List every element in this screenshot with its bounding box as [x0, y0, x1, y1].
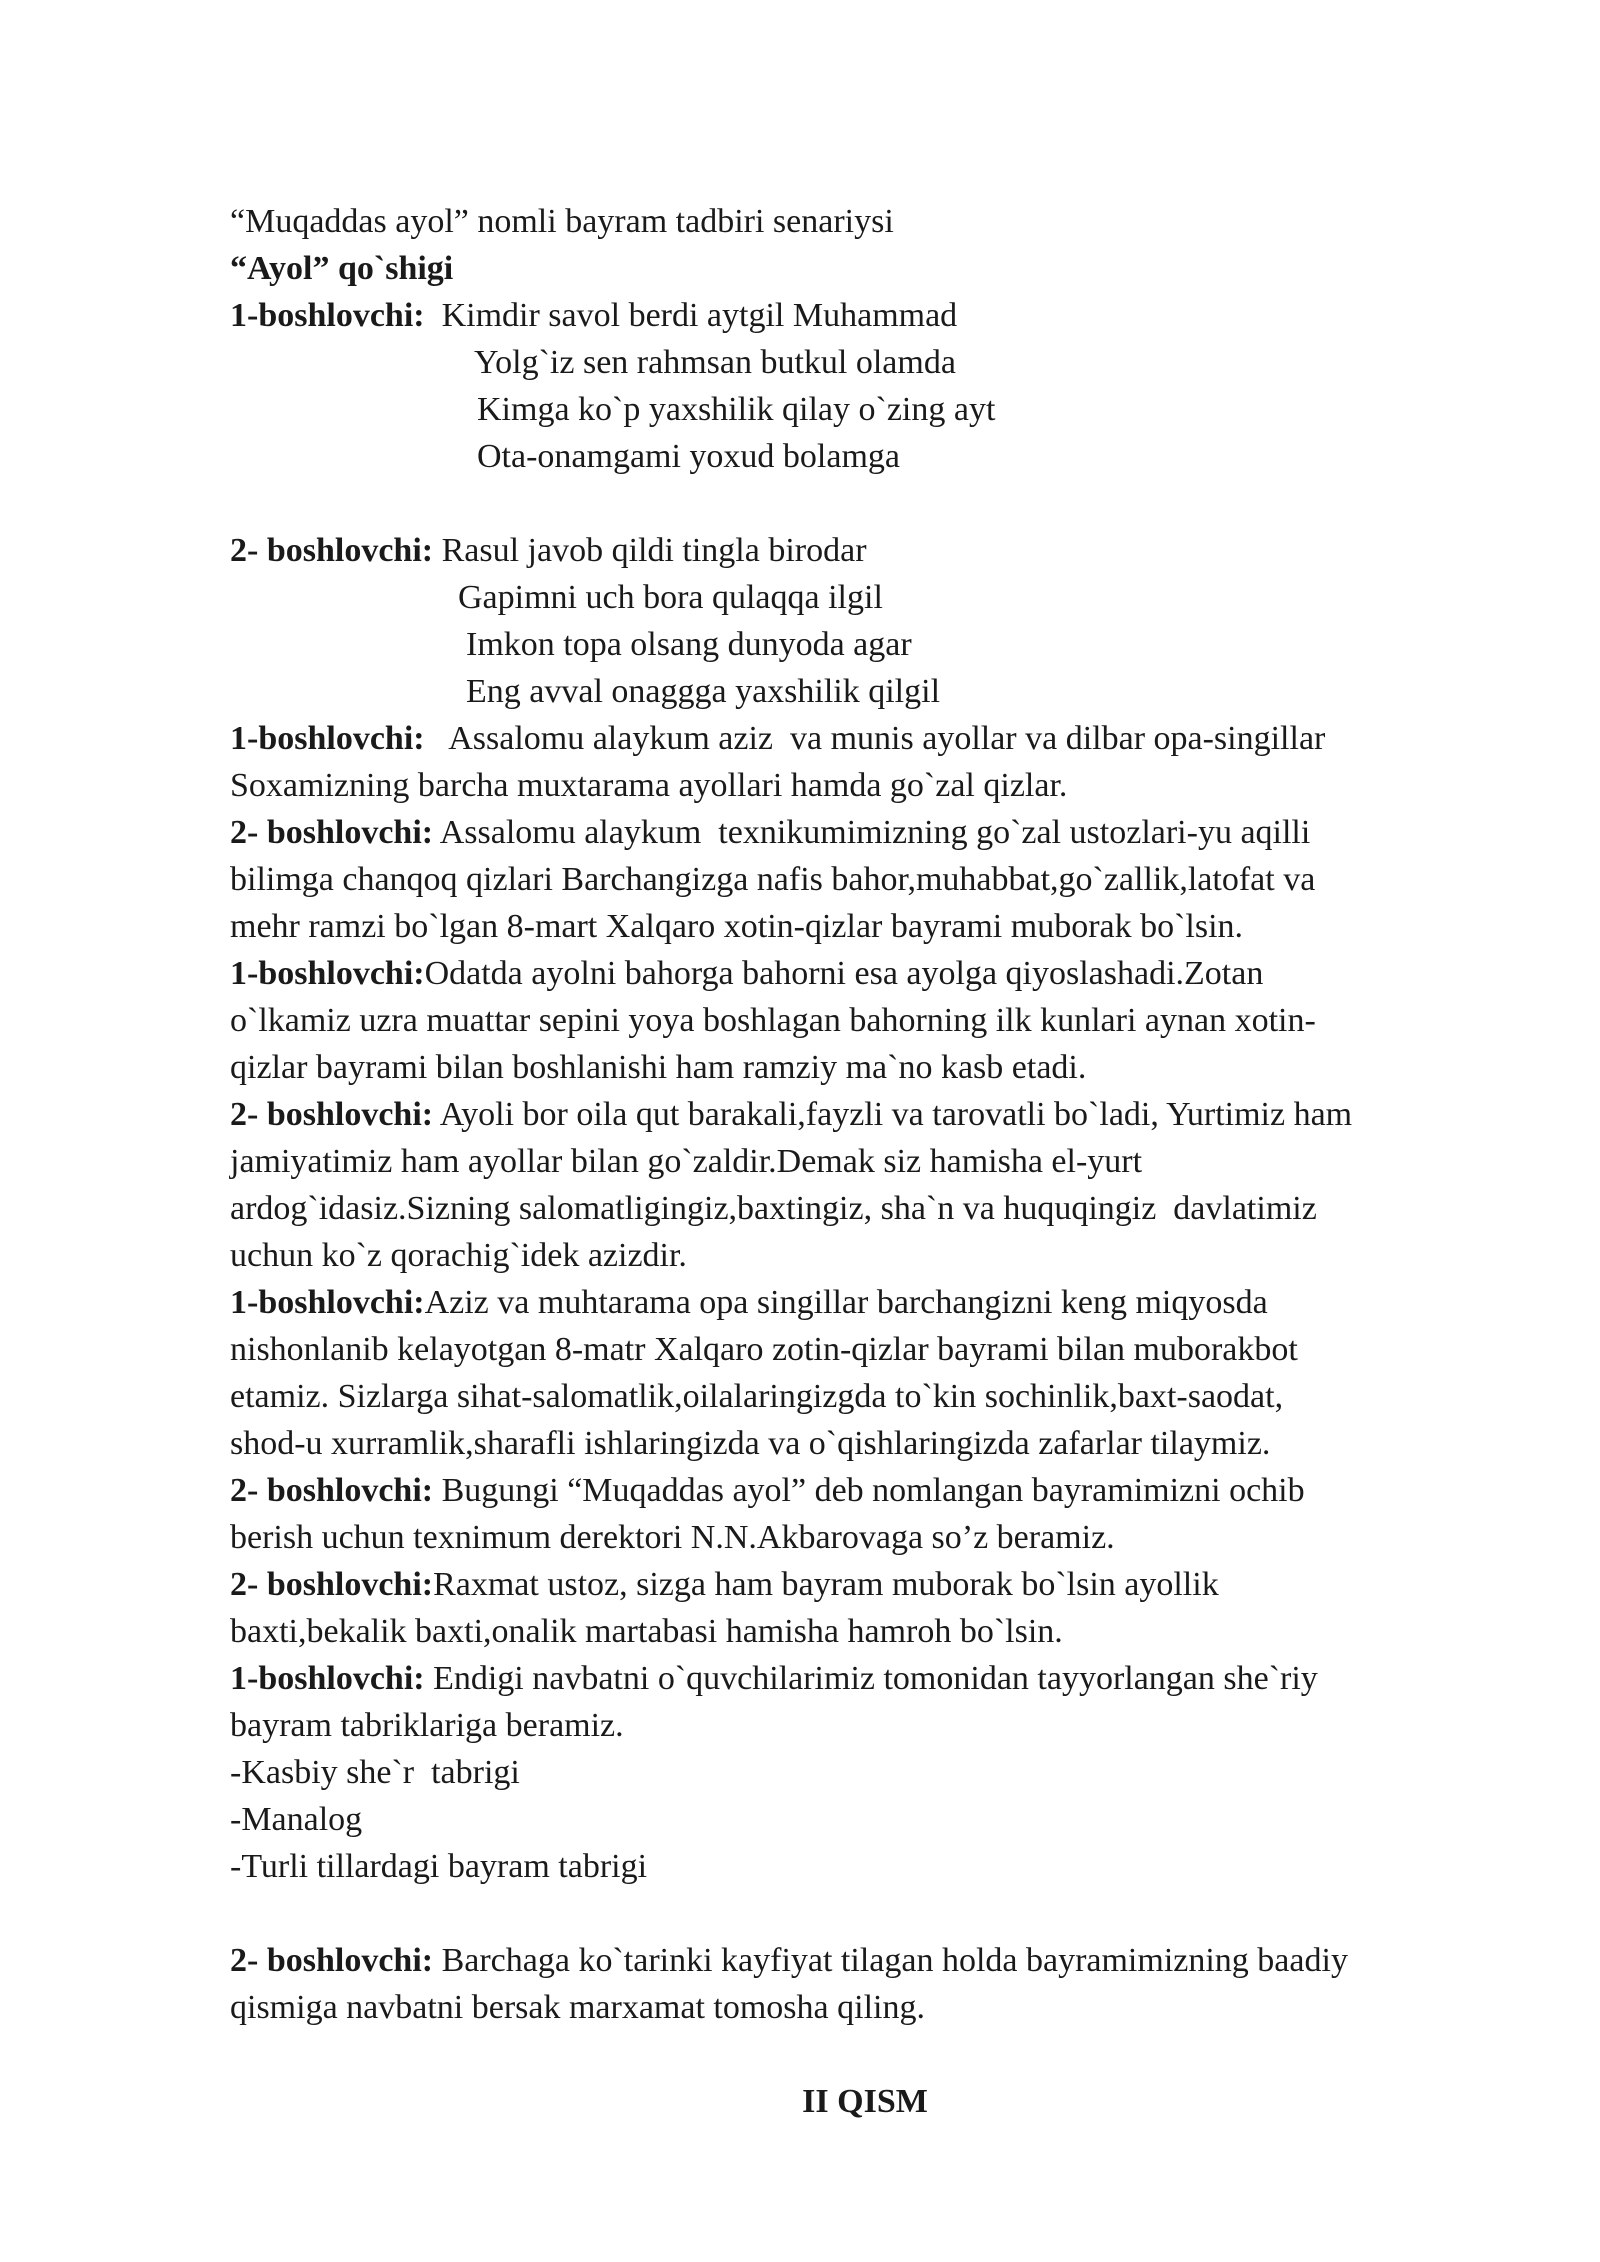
paragraph-1-line-1: 1-boshlovchi: Assalomu alaykum aziz va munis ayollar va dilbar opa-singillar: [230, 720, 1326, 757]
document-title: “Muqaddas ayol” nomli bayram tadbiri senariysi: [230, 203, 894, 240]
paragraph-7-line-1: 2- boshlovchi:Raxmat ustoz, sizga ham bayram muborak bo`lsin ayollik: [230, 1566, 1219, 1603]
paragraph-4-line-3: ardog`idasiz.Sizning salomatligingiz,baxtingiz, sha`n va huquqingiz davlatimiz: [230, 1190, 1317, 1227]
paragraph-8-line-2: bayram tabriklariga beramiz.: [230, 1707, 624, 1744]
paragraph-2-line-1: 2- boshlovchi: Assalomu alaykum texnikumimizning go`zal ustozlari-yu aqilli: [230, 814, 1311, 851]
poem2-line-1: 2- boshlovchi: Rasul javob qildi tingla birodar: [230, 532, 867, 569]
song-title: “Ayol” qo`shigi: [230, 250, 454, 287]
paragraph-3-line-2: o`lkamiz uzra muattar sepini yoya boshlagan bahorning ilk kunlari aynan xotin-: [230, 1002, 1316, 1039]
paragraph-5-line-1: 1-boshlovchi:Aziz va muhtarama opa singillar barchangizni keng miqyosda: [230, 1284, 1268, 1321]
paragraph-6-line-2: berish uchun texnimum derektori N.N.Akbarovaga so’z beramiz.: [230, 1519, 1115, 1556]
speaker-label: 2- boshlovchi:: [230, 1942, 434, 1979]
poem2-line-2: Gapimni uch bora qulaqqa ilgil: [458, 579, 883, 616]
paragraph-7-line-2: baxti,bekalik baxti,onalik martabasi hamisha hamroh bo`lsin.: [230, 1613, 1063, 1650]
list-item: -Turli tillardagi bayram tabrigi: [230, 1848, 648, 1885]
paragraph-5-line-3: etamiz. Sizlarga sihat-salomatlik,oilalaringizgda to`kin sochinlik,baxt-saodat,: [230, 1378, 1284, 1415]
paragraph-1-line-2: Soxamizning barcha muxtarama ayollari hamda go`zal qizlar.: [230, 767, 1068, 804]
speaker-label: 1-boshlovchi:: [230, 1660, 425, 1697]
poem2-line-3: Imkon topa olsang dunyoda agar: [466, 626, 912, 663]
poem1-line-2: Yolg`iz sen rahmsan butkul olamda: [474, 344, 956, 381]
speaker-label: 2- boshlovchi:: [230, 532, 434, 569]
speaker-label: 1-boshlovchi:: [230, 1284, 425, 1321]
list-item: -Kasbiy she`r tabrigi: [230, 1754, 520, 1791]
document-page: [230, 198, 1500, 2125]
speaker-label: 2- boshlovchi:: [230, 1472, 434, 1509]
spacer: [230, 480, 1500, 527]
paragraph-3-line-1: 1-boshlovchi:Odatda ayolni bahorga bahorni esa ayolga qiyoslashadi.Zotan: [230, 955, 1264, 992]
paragraph-6-line-1: 2- boshlovchi: Bugungi “Muqaddas ayol” deb nomlangan bayramimizni ochib: [230, 1472, 1305, 1509]
speaker-label: 1-boshlovchi:: [230, 297, 425, 334]
section-heading: II QISM: [802, 2083, 928, 2120]
speaker-label: 2- boshlovchi:: [230, 1096, 434, 1133]
poem1-line-1: 1-boshlovchi: Kimdir savol berdi aytgil Muhammad: [230, 297, 958, 334]
paragraph-8-line-1: 1-boshlovchi: Endigi navbatni o`quvchilarimiz tomonidan tayyorlangan she`riy: [230, 1660, 1318, 1697]
list-item: -Manalog: [230, 1801, 363, 1838]
speaker-label: 2- boshlovchi:: [230, 814, 434, 851]
spacer: [230, 2031, 1500, 2078]
paragraph-4-line-4: uchun ko`z qorachig`idek azizdir.: [230, 1237, 687, 1274]
paragraph-2-line-2: bilimga chanqoq qizlari Barchangizga nafis bahor,muhabbat,go`zallik,latofat va: [230, 861, 1316, 898]
poem1-line-4: Ota-onamgami yoxud bolamga: [477, 438, 901, 475]
paragraph-2-line-3: mehr ramzi bo`lgan 8-mart Xalqaro xotin-qizlar bayrami muborak bo`lsin.: [230, 908, 1244, 945]
speaker-label: 1-boshlovchi:: [230, 720, 425, 757]
paragraph-4-line-2: jamiyatimiz ham ayollar bilan go`zaldir.Demak siz hamisha el-yurt: [230, 1143, 1143, 1180]
paragraph-5-line-2: nishonlanib kelayotgan 8-matr Xalqaro zotin-qizlar bayrami bilan muborakbot: [230, 1331, 1298, 1368]
speaker-label: 2- boshlovchi:: [230, 1566, 434, 1603]
poem2-line-4: Eng avval onaggga yaxshilik qilgil: [466, 673, 941, 710]
paragraph-3-line-3: qizlar bayrami bilan boshlanishi ham ramziy ma`no kasb etadi.: [230, 1049, 1087, 1086]
paragraph-5-line-4: shod-u xurramlik,sharafli ishlaringizda va o`qishlaringizda zafarlar tilaymiz.: [230, 1425, 1271, 1462]
spacer: [230, 1890, 1500, 1937]
closing-line-1: 2- boshlovchi: Barchaga ko`tarinki kayfiyat tilagan holda bayramimizning baadiy: [230, 1942, 1348, 1979]
poem1-line-3: Kimga ko`p yaxshilik qilay o`zing ayt: [477, 391, 996, 428]
paragraph-4-line-1: 2- boshlovchi: Ayoli bor oila qut barakali,fayzli va tarovatli bo`ladi, Yurtimiz ham: [230, 1096, 1353, 1133]
speaker-label: 1-boshlovchi:: [230, 955, 425, 992]
closing-line-2: qismiga navbatni bersak marxamat tomosha qiling.: [230, 1989, 925, 2026]
